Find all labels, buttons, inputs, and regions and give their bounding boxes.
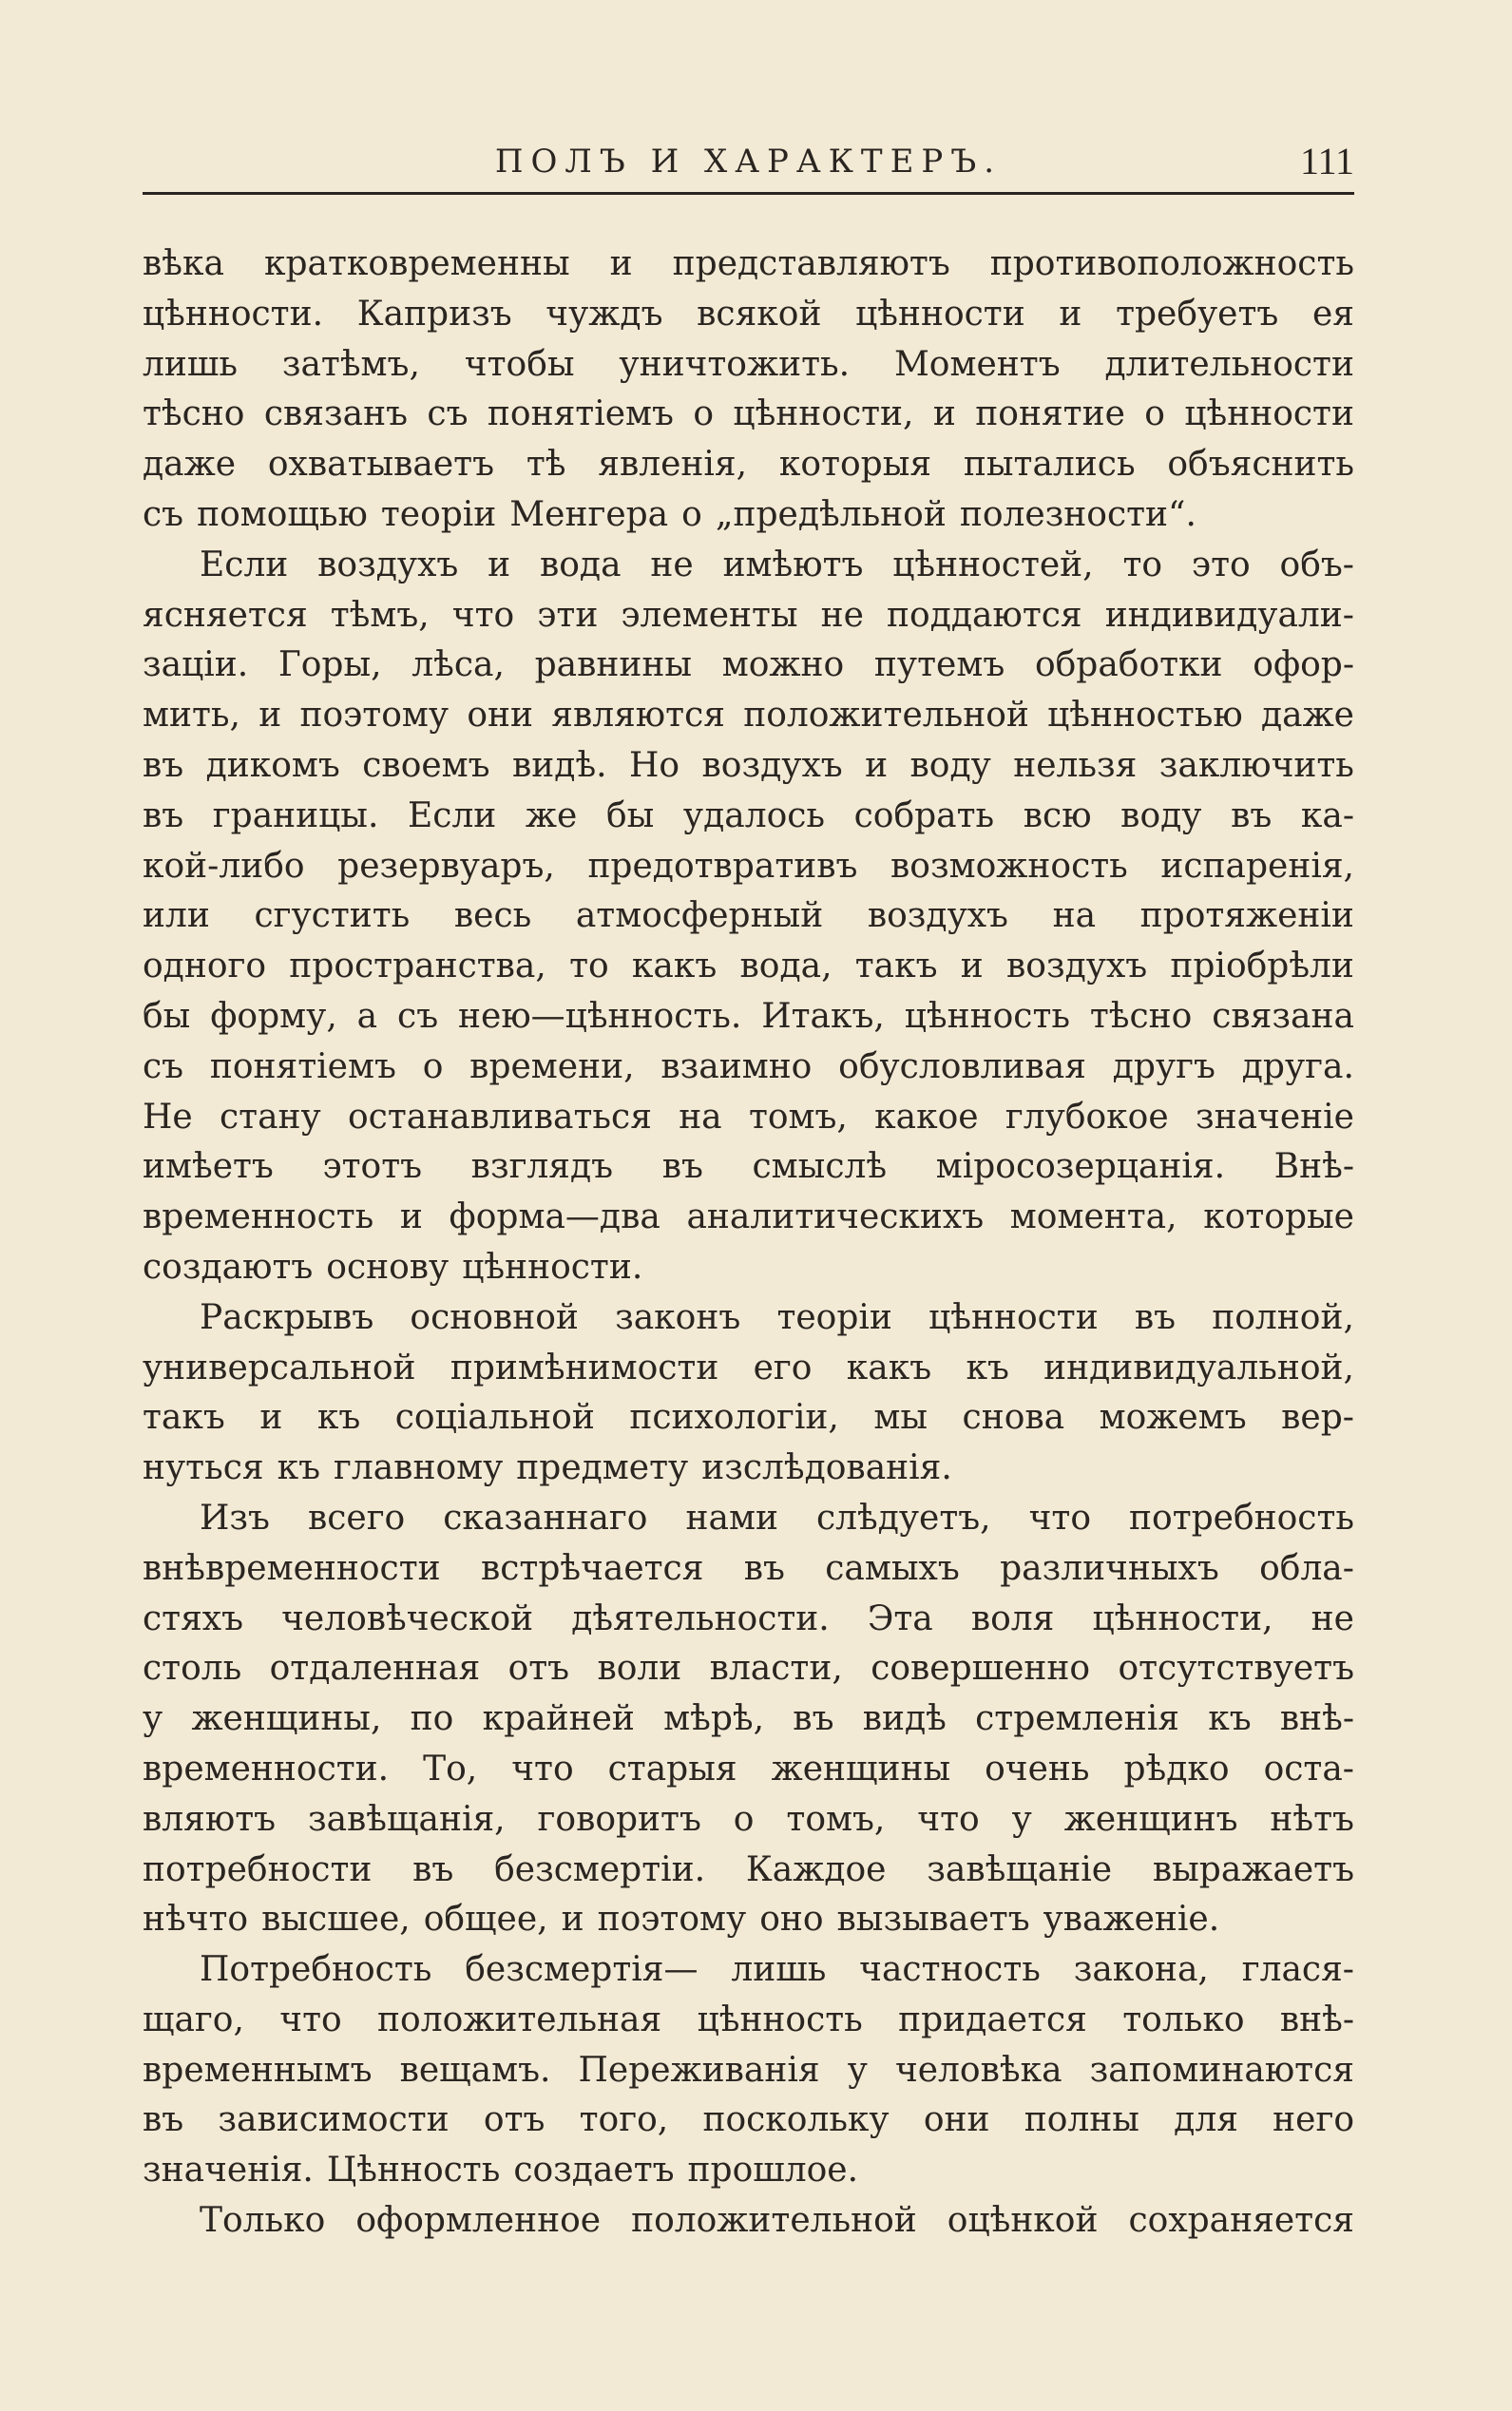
text-line: такъ и къ соцiальной психологiи, мы снова можемъ вер- — [143, 1398, 1354, 1438]
text-line: у женщины, по крайней мѣрѣ, въ видѣ стремленiя къ внѣ- — [143, 1699, 1354, 1739]
text-line: Только оформленное положительной оцѣнкой сохраняется — [200, 2201, 1354, 2241]
body-text — [143, 239, 1354, 2247]
text-line: мить, и поэтому они являются положительной цѣнностью даже — [143, 696, 1354, 736]
text-line: съ понятiемъ о времени, взаимно обусловливая другъ друга. — [143, 1046, 1354, 1086]
text-line: цѣнности. Капризъ чуждъ всякой цѣнности и требуетъ ея — [143, 294, 1354, 334]
text-line: щаго, что положительная цѣнность придается только внѣ- — [143, 2000, 1354, 2039]
text-line: Раскрывъ основной законъ теорiи цѣнности въ полной, — [200, 1297, 1354, 1337]
text-line: временности. То, что старыя женщины очень рѣдко оста- — [143, 1749, 1354, 1789]
text-line: нѣчто высшее, общее, и поэтому оно вызываетъ уваженiе. — [143, 1900, 1220, 1940]
text-line: Не стану останавливаться на томъ, какое глубокое значенiе — [143, 1097, 1354, 1137]
text-line: съ помощью теорiи Менгера о „предѣльной полезности“. — [143, 494, 1196, 534]
text-line: столь отдаленная отъ воли власти, совершенно отсутствуетъ — [143, 1649, 1354, 1689]
header-rule — [143, 192, 1354, 195]
text-line: вляютъ завѣщанiя, говоритъ о томъ, что у женщинъ нѣтъ — [143, 1799, 1354, 1839]
text-line: тѣсно связанъ съ понятiемъ о цѣнности, и понятие о цѣнности — [143, 394, 1354, 434]
text-line: въ дикомъ своемъ видѣ. Но воздухъ и воду нельзя заключить — [143, 745, 1354, 785]
text-line: даже охватываетъ тѣ явленiя, которыя пытались объяснить — [143, 445, 1354, 485]
running-title: ПОЛЪ И ХАРАКТЕРЪ. — [494, 143, 1003, 181]
text-line: временность и форма—два аналитическихъ момента, которые — [143, 1197, 1354, 1237]
text-line: имѣетъ этотъ взглядъ въ смыслѣ мiросозерцанiя. Внѣ- — [143, 1147, 1354, 1187]
page-number: 111 — [1299, 140, 1354, 182]
text-line: зацiи. Горы, лѣса, равнины можно путемъ обработки офор- — [143, 645, 1354, 685]
running-head — [143, 133, 1354, 190]
text-line: въ зависимости отъ того, поскольку они полны для него — [143, 2100, 1354, 2140]
text-line: потребности въ безсмертiи. Каждое завѣщанiе выражаетъ — [143, 1849, 1354, 1889]
text-line: значенiя. Цѣнность создаетъ прошлое. — [143, 2151, 859, 2191]
text-line: временнымъ вещамъ. Переживанiя у человѣка запоминаются — [143, 2050, 1354, 2090]
text-line: Потребность безсмертiя— лишь частность закона, глася- — [200, 1950, 1354, 1990]
text-line: бы форму, а съ нею—цѣнность. Итакъ, цѣнность тѣсно связана — [143, 996, 1354, 1036]
text-line: ясняется тѣмъ, что эти элементы не поддаются индивидуали- — [143, 595, 1354, 635]
text-line: Если воздухъ и вода не имѣютъ цѣнностей, то это объ- — [200, 545, 1354, 584]
text-line: универсальной примѣнимости его какъ къ индивидуальной, — [143, 1348, 1354, 1387]
book-page — [143, 133, 1354, 2241]
text-line: кой-либо резервуаръ, предотвративъ возможность испаренiя, — [143, 846, 1354, 886]
text-line: лишь затѣмъ, чтобы уничтожить. Моментъ длительности — [143, 344, 1354, 384]
text-line: стяхъ человѣческой дѣятельности. Эта воля цѣнности, не — [143, 1598, 1354, 1638]
text-line: Изъ всего сказаннаго нами слѣдуетъ, что потребность — [200, 1498, 1354, 1538]
text-line: внѣвременности встрѣчается въ самыхъ различныхъ обла- — [143, 1548, 1354, 1588]
text-line: одного пространства, то какъ вода, такъ и воздухъ прiобрѣли — [143, 947, 1354, 986]
text-line: нуться къ главному предмету изслѣдованiя. — [143, 1448, 952, 1488]
text-line: вѣка кратковременны и представляютъ противоположность — [143, 244, 1354, 283]
text-line: или сгустить весь атмосферный воздухъ на протяженiи — [143, 896, 1354, 936]
text-line: въ границы. Если же бы удалось собрать всю воду въ ка- — [143, 795, 1354, 835]
text-line: создаютъ основу цѣнности. — [143, 1247, 643, 1287]
